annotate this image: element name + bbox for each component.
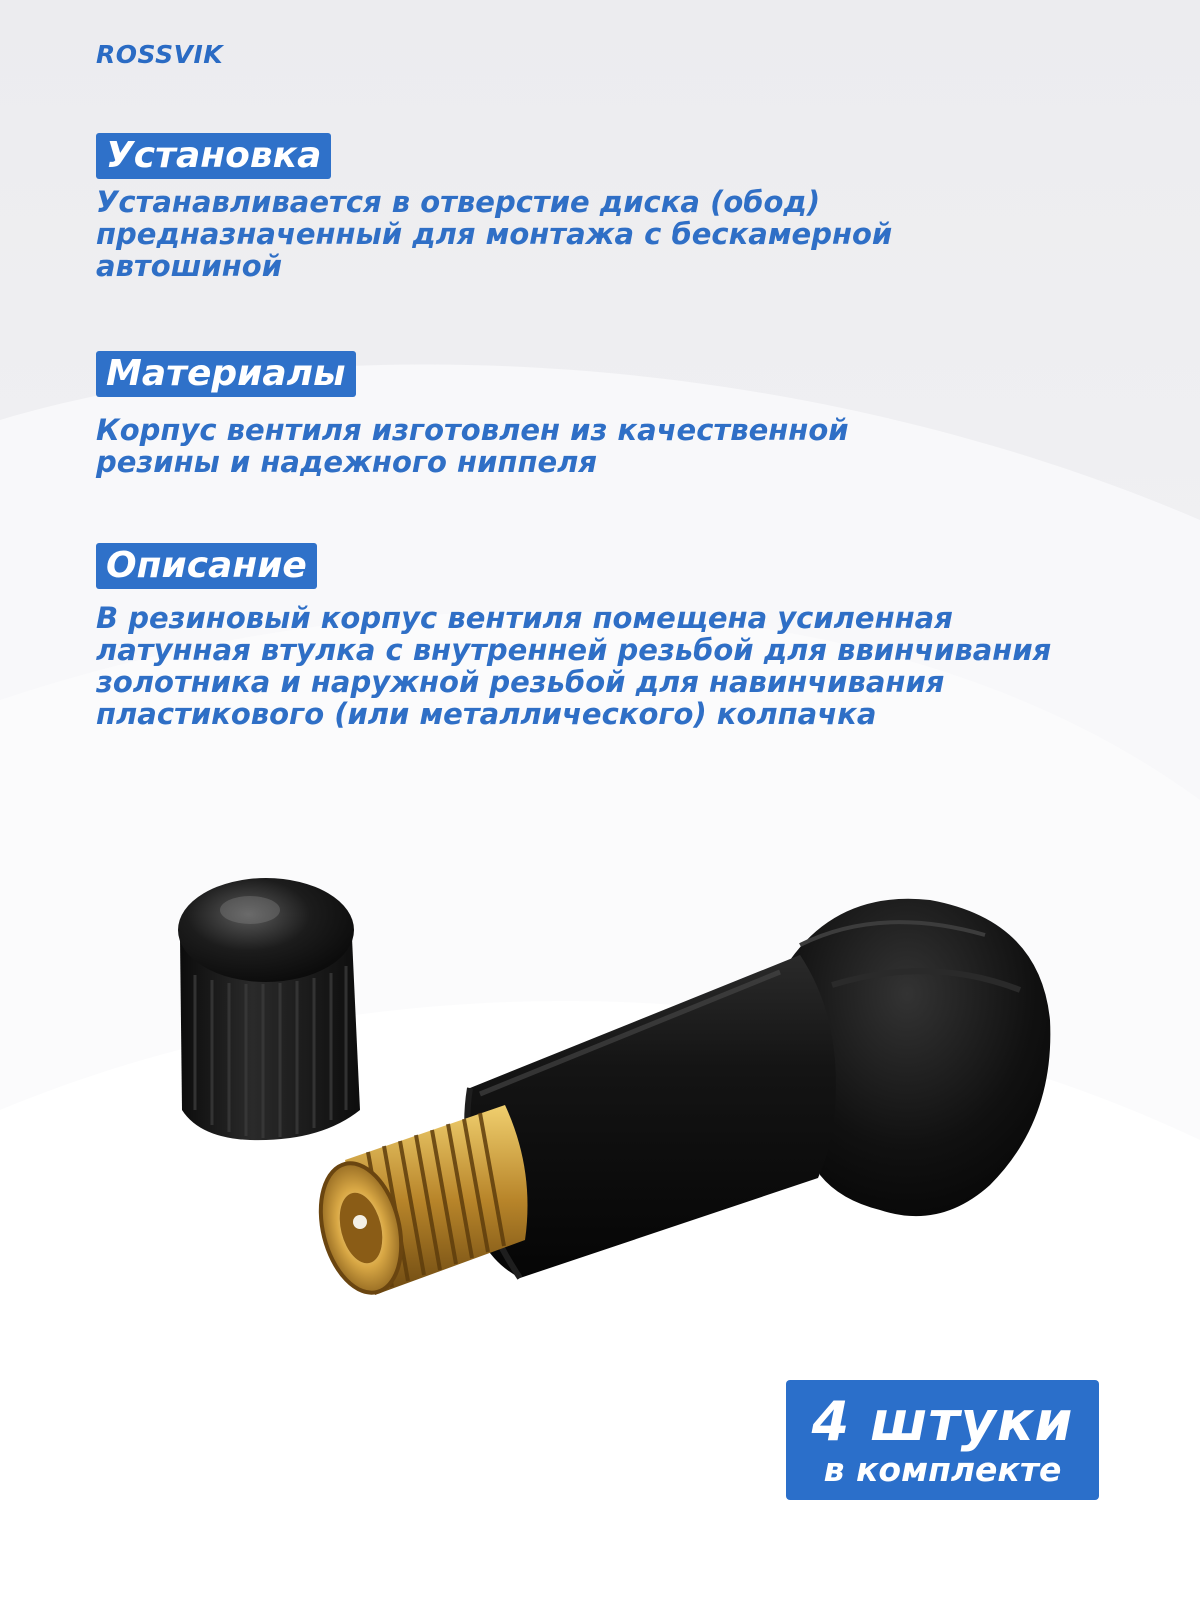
tire-valve-icon [308,899,1050,1301]
section-title-materials: Материалы [96,351,356,397]
quantity-badge [786,1380,1099,1500]
section-text-installation: Устанавливается в отверстие диска (обод) предназначенный для монтажа с бескамерной автошиной [96,185,893,283]
section-title-installation: Установка [96,133,331,179]
section-text-materials: Корпус вентиля изготовлен из качественной резины и надежного ниппеля [96,413,849,479]
section-text-description: В резиновый корпус вентиля помещена усиленная латунная втулка с внутренней резьбой для ввинчивания золотника и наружной резьбой для навинчивания пластикового (или металлического) колпачка [96,601,1052,731]
quantity-subtitle: в комплекте [823,1450,1062,1489]
brand-logo-text: ROSSVIK [96,40,224,69]
quantity-count: 4 штуки [811,1390,1074,1453]
valve-cap-icon [178,878,360,1140]
section-title-description: Описание [96,543,317,589]
